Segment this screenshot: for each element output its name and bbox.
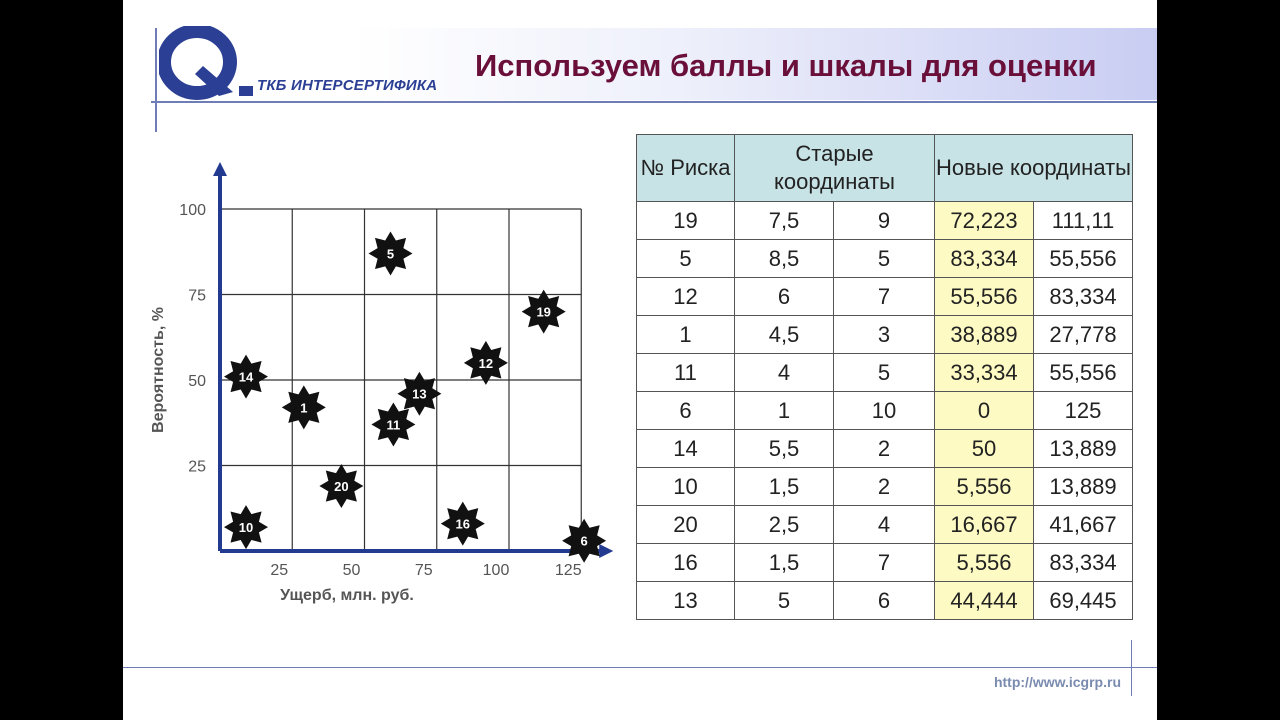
table-cell: 111,11 — [1034, 202, 1133, 240]
y-tick-label: 25 — [188, 458, 206, 476]
table-row — [637, 354, 1133, 392]
x-axis-arrow — [599, 544, 613, 558]
table-row — [637, 468, 1133, 506]
table-cell: 6 — [637, 392, 735, 430]
table-cell: 13,889 — [1034, 468, 1133, 506]
table-row — [637, 202, 1133, 240]
logo-text: ТКБ ИНТЕРСЕРТИФИКА — [257, 77, 438, 94]
chart-x-label: Ущерб, млн. руб. — [280, 587, 414, 604]
table-cell: 4,5 — [735, 316, 834, 354]
table-cell: 5 — [834, 354, 935, 392]
table-cell: 55,556 — [1034, 354, 1133, 392]
point-label: 11 — [386, 417, 401, 433]
table-cell: 19 — [637, 202, 735, 240]
table-cell: 13,889 — [1034, 430, 1133, 468]
x-tick-label: 75 — [414, 562, 433, 579]
table-cell: 4 — [735, 354, 834, 392]
table-cell: 72,223 — [935, 202, 1034, 240]
header-risk: № Риска — [637, 135, 735, 202]
table-row — [637, 240, 1133, 278]
table-cell: 11 — [637, 354, 735, 392]
point-label: 1 — [300, 400, 308, 416]
point-label: 12 — [478, 355, 494, 371]
point-label: 16 — [455, 516, 470, 532]
table-body — [637, 202, 1133, 620]
table-cell: 44,444 — [935, 582, 1034, 620]
point-label: 6 — [580, 533, 588, 549]
table-cell: 7 — [834, 544, 935, 582]
table-cell: 38,889 — [935, 316, 1034, 354]
point-label: 19 — [536, 304, 551, 320]
table-cell: 7 — [834, 278, 935, 316]
table-cell: 55,556 — [1034, 240, 1133, 278]
x-tick-label: 50 — [342, 562, 361, 579]
table-cell: 1 — [637, 316, 735, 354]
table-cell: 20 — [637, 506, 735, 544]
table-cell: 1,5 — [735, 468, 834, 506]
y-tick-label: 50 — [188, 373, 206, 390]
table-cell: 1,5 — [735, 544, 834, 582]
divider-footer — [123, 667, 1157, 668]
table-row — [637, 392, 1133, 430]
table-cell: 5 — [834, 240, 935, 278]
table-cell: 16 — [637, 544, 735, 582]
header-old: Старые координаты — [735, 135, 935, 202]
table-cell: 5 — [637, 240, 735, 278]
table-cell: 9 — [834, 202, 935, 240]
table-cell: 27,778 — [1034, 316, 1133, 354]
table-cell: 5,5 — [735, 430, 834, 468]
table-cell: 0 — [935, 392, 1034, 430]
chart-points — [224, 232, 606, 563]
table-cell: 5 — [735, 582, 834, 620]
y-tick-label: 100 — [179, 202, 206, 219]
table-cell: 7,5 — [735, 202, 834, 240]
point-label: 20 — [334, 479, 349, 495]
risk-table — [636, 134, 1133, 620]
table-cell: 83,334 — [1034, 544, 1133, 582]
header-new: Новые координаты — [935, 135, 1133, 202]
point-label: 5 — [386, 246, 395, 262]
table-cell: 13 — [637, 582, 735, 620]
table-cell: 12 — [637, 278, 735, 316]
table-cell: 2,5 — [735, 506, 834, 544]
table-cell: 6 — [834, 582, 935, 620]
table-cell: 1 — [735, 392, 834, 430]
table-cell: 10 — [834, 392, 935, 430]
table-cell: 4 — [834, 506, 935, 544]
table-cell: 5,556 — [935, 468, 1034, 506]
x-tick-label: 25 — [270, 562, 289, 579]
table-row — [637, 278, 1133, 316]
table-cell: 69,445 — [1034, 582, 1133, 620]
page-title: Используем баллы и шкалы для оценки — [475, 48, 1097, 83]
point-label: 10 — [238, 520, 254, 536]
y-axis-arrow — [213, 162, 227, 176]
table-cell: 55,556 — [935, 278, 1034, 316]
table-cell: 50 — [935, 430, 1034, 468]
table-cell: 2 — [834, 468, 935, 506]
table-row — [637, 430, 1133, 468]
chart-y-label: Вероятность, % — [150, 307, 167, 433]
point-label: 14 — [238, 369, 254, 385]
table-cell: 16,667 — [935, 506, 1034, 544]
divider-footer-right — [1131, 640, 1132, 696]
table-row — [637, 506, 1133, 544]
table-cell: 41,667 — [1034, 506, 1133, 544]
table-cell: 8,5 — [735, 240, 834, 278]
table-row — [637, 316, 1133, 354]
chart-axes — [213, 162, 613, 558]
table-cell: 2 — [834, 430, 935, 468]
table-cell: 5,556 — [935, 544, 1034, 582]
table-header-row — [637, 135, 1133, 202]
table-cell: 83,334 — [1034, 278, 1133, 316]
scatter-chart — [123, 0, 683, 640]
slide — [123, 0, 1157, 720]
x-tick-label: 125 — [554, 562, 582, 579]
table-row — [637, 582, 1133, 620]
table-cell: 125 — [1034, 392, 1133, 430]
table-cell: 14 — [637, 430, 735, 468]
point-label: 13 — [412, 386, 427, 402]
table-cell: 83,334 — [935, 240, 1034, 278]
footer-url: http://www.icgrp.ru — [993, 674, 1121, 690]
table-cell: 10 — [637, 468, 735, 506]
table-cell: 3 — [834, 316, 935, 354]
x-tick-label: 100 — [482, 562, 510, 579]
y-tick-label: 75 — [188, 287, 206, 305]
table-cell: 6 — [735, 278, 834, 316]
table-row — [637, 544, 1133, 582]
table-cell: 33,334 — [935, 354, 1034, 392]
